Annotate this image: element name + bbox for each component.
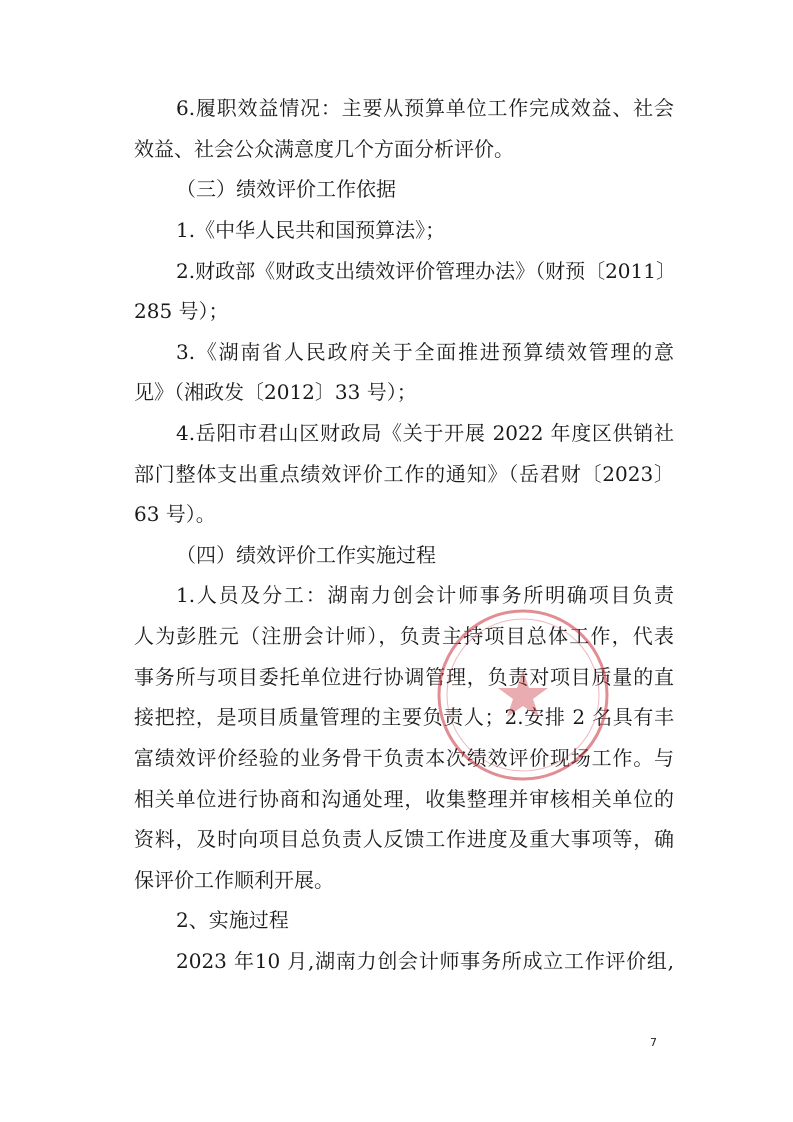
section-heading: 2、实施过程 [176, 908, 289, 932]
text-line: 1.人员及分工：湖南力创会计师事务所明确项目负责 [176, 583, 674, 607]
text-line: 2023 年10 月,湖南力创会计师事务所成立工作评价组, [176, 949, 674, 973]
section-heading: （三）绩效评价工作依据 [176, 177, 396, 201]
text-line: 63 号）。 [134, 502, 216, 526]
text-line: 2.财政部《财政支出绩效评价管理办法》（财预〔2011〕 [176, 259, 676, 283]
section-heading: （四）绩效评价工作实施过程 [176, 543, 436, 567]
text-line: 接把控，是项目质量管理的主要负责人；2.安排 2 名具有丰 [134, 705, 674, 729]
text-line: 285 号）； [134, 299, 229, 323]
text-line: 4.岳阳市君山区财政局《关于开展 2022 年度区供销社 [176, 421, 674, 445]
text-line: 人为彭胜元（注册会计师），负责主持项目总体工作，代表 [134, 624, 674, 648]
text-line: 资料，及时向项目总负责人反馈工作进度及重大事项等，确 [134, 827, 674, 851]
text-line: 1.《中华人民共和国预算法》； [176, 218, 446, 242]
text-line: 效益、社会公众满意度几个方面分析评价。 [134, 137, 514, 161]
text-line: 事务所与项目委托单位进行协调管理，负责对项目质量的直 [134, 665, 674, 689]
page-number: 7 [650, 1036, 657, 1049]
text-line: 相关单位进行协商和沟通处理，收集整理并审核相关单位的 [134, 787, 674, 811]
text-line: 3.《湖南省人民政府关于全面推进预算绩效管理的意 [176, 340, 674, 364]
text-line: 部门整体支出重点绩效评价工作的通知》（岳君财〔2023〕 [134, 462, 674, 486]
text-line: 保评价工作顺利开展。 [134, 868, 334, 892]
text-line: 富绩效评价经验的业务骨干负责本次绩效评价现场工作。与 [134, 746, 674, 770]
text-line: 见》（湘政发〔2012〕33 号）； [134, 380, 417, 404]
text-line: 6.履职效益情况：主要从预算单位工作完成效益、社会 [176, 96, 674, 120]
